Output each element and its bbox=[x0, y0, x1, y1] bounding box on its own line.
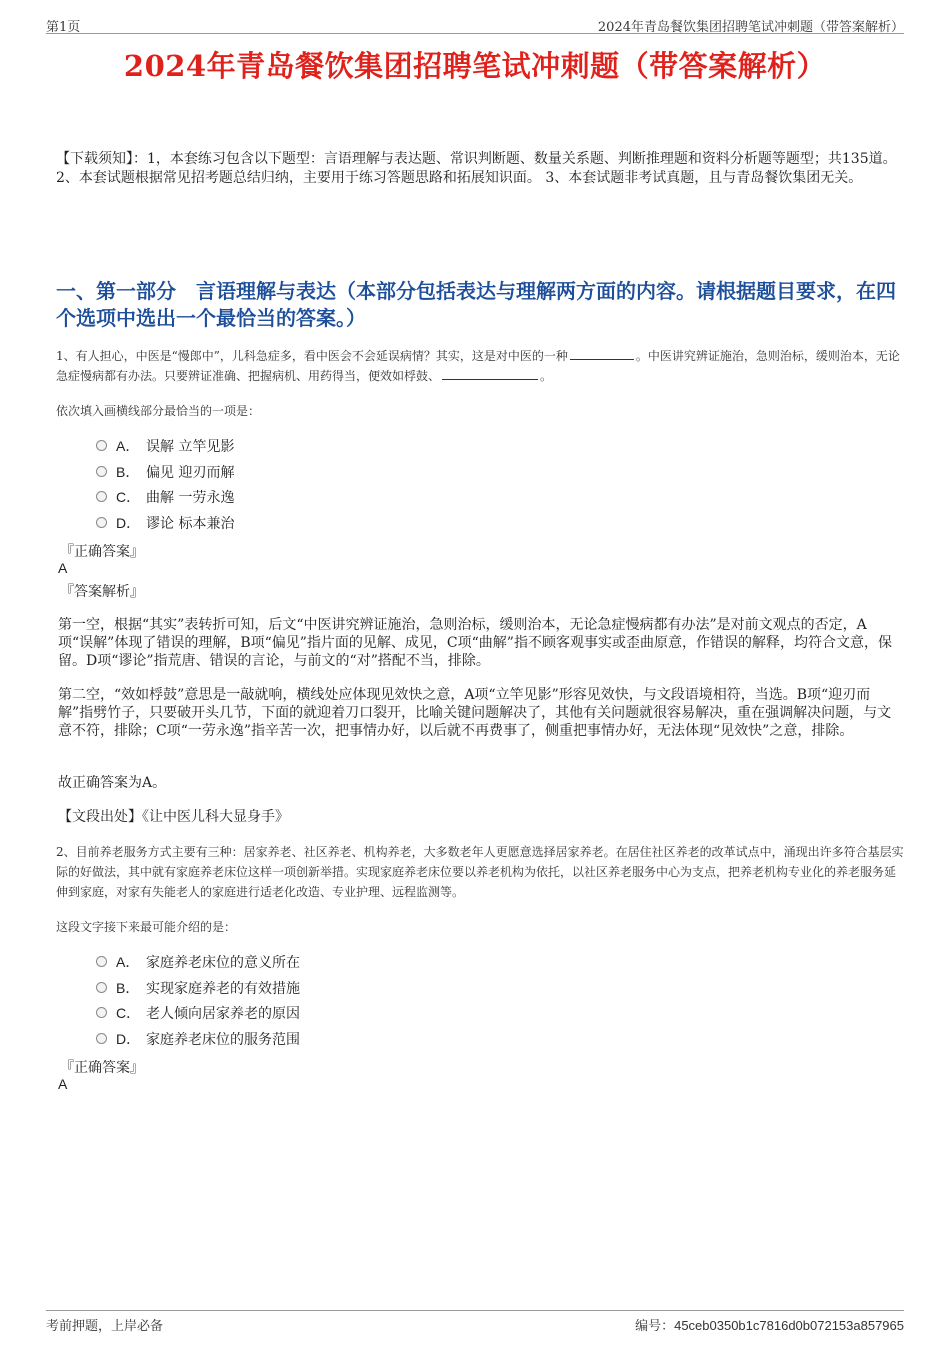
question-1-instruction: 依次填入画横线部分最恰当的一项是： bbox=[56, 404, 261, 418]
question-1-options bbox=[96, 433, 596, 535]
option-letter: A． bbox=[116, 954, 140, 970]
option-letter: B． bbox=[116, 463, 140, 480]
footer-code-label: 编号： bbox=[635, 1319, 675, 1334]
analysis-label: 『答案解析』 bbox=[60, 584, 144, 600]
question-1-text-part1: 1、有人担心，中医是“慢郎中”，儿科急症多，看中医会不会延误病情？其实，这是对中医的一种 bbox=[56, 349, 568, 363]
analysis-paragraph-2: 第二空，“效如桴鼓”意思是一敲就响，横线处应体现见效快之意，A项“立竿见影”形容见效快，与文段语境相符，当选。B项“迎刃而解”指劈竹子，只要破开头几节，下面的就迎着刀口裂开，比喻关键问题解决了，其他有关问题就很容易解决，重在强调解决问题，与文意不符，排除；C项“一劳永逸”指辛苦一次，把事情办好，以后就不再费事了，侧重把事情办好，无法体现“见效快”之意，排除。 bbox=[58, 687, 892, 739]
section-title: 一、第一部分 言语理解与表达（本部分包括表达与理解两方面的内容。请根据题目要求，在四个选项中选出一个最恰当的答案。） bbox=[56, 279, 896, 330]
option-text: 家庭养老床位的意义所在 bbox=[146, 955, 300, 971]
option-d[interactable] bbox=[96, 510, 596, 536]
question-1-text bbox=[56, 346, 906, 386]
option-letter: D． bbox=[116, 1030, 141, 1047]
option-letter: C． bbox=[116, 489, 141, 506]
question-2-text: 2、目前养老服务方式主要有三种：居家养老、社区养老、机构养老，大多数老年人更愿意选择居家养老。在居住社区养老的改革试点中，涌现出许多符合基层实际的好做法，其中就有家庭养老床位这样一项创新举措。实现家庭养老床位要以养老机构为依托，以社区养老服务中心为支点，把养老机构专业化的养老服务延伸到家庭，对家有失能老人的家庭进行适老化改造、专业护理、远程监测等。 bbox=[56, 845, 904, 899]
document-title: 2024年青岛餐饮集团招聘笔试冲刺题（带答案解析） bbox=[123, 49, 827, 83]
option-b[interactable] bbox=[96, 459, 596, 485]
option-letter: B． bbox=[116, 979, 140, 996]
option-a[interactable] bbox=[96, 433, 596, 459]
option-text: 实现家庭养老的有效措施 bbox=[146, 980, 300, 997]
footer-slogan: 考前押题，上岸必备 bbox=[46, 1319, 164, 1334]
fill-blank-2 bbox=[442, 368, 538, 380]
radio-button[interactable] bbox=[96, 1007, 107, 1018]
page-header bbox=[46, 14, 904, 34]
question-1-text-part2: 。中医讲究辨证施治，急则治标，缓则治本，无论急症慢病都有办法。只要辨证准确、把握病机、用药得当，便效如桴鼓、 bbox=[56, 349, 900, 383]
analysis-paragraph-1: 第一空，根据“其实”表转折可知，后文“中医讲究辨证施治，急则治标，缓则治本，无论急症慢病都有办法”是对前文观点的否定，A项“误解”体现了错误的理解，B项“偏见”指片面的见解、成见，C项“曲解”指不顾客观事实或歪曲原意，作错误的解释，均符合文意，保留。D项“谬论”指荒唐、错误的言论，与前文的“对”搭配不当，排除。 bbox=[58, 617, 892, 669]
radio-button[interactable] bbox=[96, 491, 107, 502]
analysis-conclusion: 故正确答案为A。 bbox=[58, 775, 167, 791]
option-text: 误解 立竿见影 bbox=[146, 439, 235, 455]
radio-button[interactable] bbox=[96, 440, 107, 451]
option-c[interactable] bbox=[96, 1000, 596, 1026]
option-letter: D． bbox=[116, 514, 141, 531]
download-notice: 【下载须知】：1，本套练习包含以下题型：言语理解与表达题、常识判断题、数量关系题、判断推理题和资料分析题等题型；共135道。 2、本套试题根据常见招考题总结归纳，主要用于练习答题思路和拓展知识面。 3、本套试题非考试真题，且与青岛餐饮集团无关。 bbox=[56, 151, 897, 186]
radio-button[interactable] bbox=[96, 1033, 107, 1044]
option-text: 老人倾向居家养老的原因 bbox=[146, 1006, 300, 1023]
option-text: 谬论 标本兼治 bbox=[146, 515, 235, 532]
radio-button[interactable] bbox=[96, 956, 107, 967]
question-2-options bbox=[96, 949, 596, 1051]
fill-blank-1 bbox=[570, 348, 634, 360]
page-footer bbox=[46, 1310, 904, 1332]
passage-source: 【文段出处】《让中医儿科大显身手》 bbox=[58, 809, 289, 825]
option-d[interactable] bbox=[96, 1026, 596, 1052]
option-a[interactable] bbox=[96, 949, 596, 975]
footer-code-value: 45ceb0350b1c7816d0b072153a857965 bbox=[674, 1318, 904, 1333]
correct-answer-label: 『正确答案』 bbox=[60, 544, 144, 560]
correct-answer: A bbox=[58, 1076, 68, 1092]
header-doc-title: 2024年青岛餐饮集团招聘笔试冲刺题（带答案解析） bbox=[597, 20, 904, 35]
radio-button[interactable] bbox=[96, 466, 107, 477]
option-letter: C． bbox=[116, 1005, 141, 1022]
option-text: 偏见 迎刃而解 bbox=[146, 464, 235, 481]
question-1-text-part3: 。 bbox=[540, 369, 553, 383]
option-c[interactable] bbox=[96, 484, 596, 510]
radio-button[interactable] bbox=[96, 982, 107, 993]
option-letter: A． bbox=[116, 438, 140, 454]
option-text: 曲解 一劳永逸 bbox=[146, 490, 235, 507]
correct-answer-label: 『正确答案』 bbox=[60, 1060, 144, 1076]
footer-code bbox=[635, 1315, 904, 1334]
correct-answer: A bbox=[58, 560, 68, 576]
page-number: 第1页 bbox=[46, 20, 81, 35]
option-text: 家庭养老床位的服务范围 bbox=[146, 1031, 300, 1048]
radio-button[interactable] bbox=[96, 517, 107, 528]
question-2-instruction: 这段文字接下来最可能介绍的是： bbox=[56, 920, 237, 934]
option-b[interactable] bbox=[96, 975, 596, 1001]
